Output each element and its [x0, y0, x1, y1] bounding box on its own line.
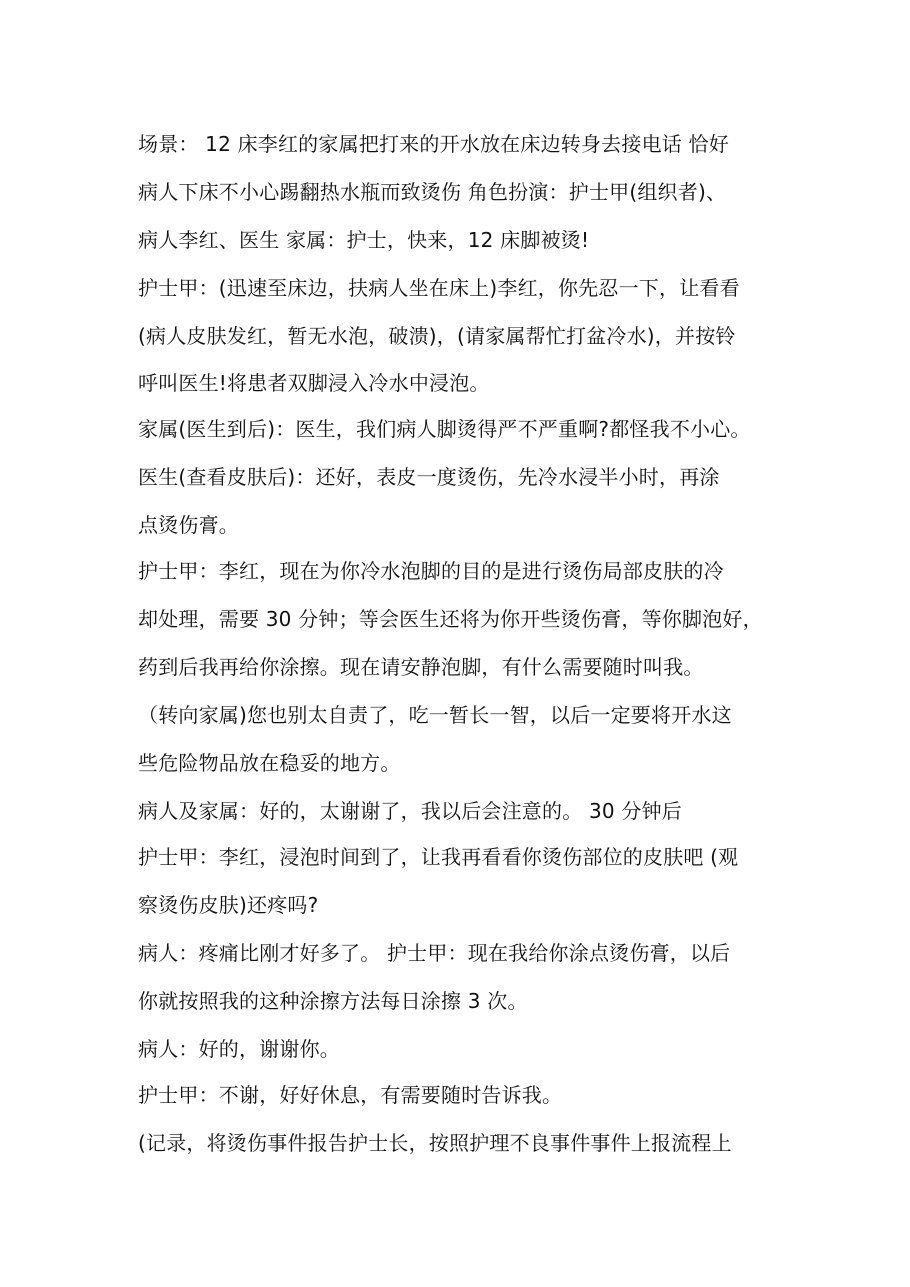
text-line: 你就按照我的这种涂擦方法每日涂擦 3 次。 [138, 989, 528, 1013]
text-line: 护士甲：不谢，好好休息，有需要随时告诉我。 [138, 1083, 563, 1107]
text-line: 病人李红、医生 家属：护士，快来，12 床脚被烫! [138, 228, 590, 252]
text-line: 些危险物品放在稳妥的地方。 [138, 751, 401, 775]
text-line: （转向家属)您也别太自责了，吃一暂长一智，以后一定要将开水这 [138, 703, 732, 727]
text-line: 呼叫医生!将患者双脚浸入冷水中浸泡。 [138, 371, 490, 395]
text-line: 护士甲：李红，浸泡时间到了，让我再看看你烫伤部位的皮肤吧 (观 [138, 845, 739, 869]
text-line: 病人下床不小心踢翻热水瓶而致烫伤 角色扮演：护士甲(组织者)、 [138, 180, 727, 204]
text-line: 医生(查看皮肤后)：还好，表皮一度烫伤，先冷水浸半小时，再涂 [138, 465, 720, 489]
text-line: 护士甲：(迅速至床边，扶病人坐在床上)李红，你先忍一下，让看看 [138, 276, 740, 300]
text-line: 却处理，需要 30 分钟；等会医生还将为你开些烫伤膏，等你脚泡好， [138, 607, 763, 631]
text-line: 药到后我再给你涂擦。现在请安静泡脚，有什么需要随时叫我。 [138, 655, 704, 679]
text-line: 察烫伤皮肤)还疼吗? [138, 893, 319, 917]
text-line: 家属(医生到后)：医生，我们病人脚烫得严不严重啊?都怪我不小心。 [138, 417, 751, 441]
text-line: (记录，将烫伤事件报告护士长，按照护理不良事件事件上报流程上 [138, 1131, 732, 1155]
text-line: 病人：好的，谢谢你。 [138, 1037, 340, 1061]
text-line: 病人及家属：好的，太谢谢了，我以后会注意的。 30 分钟后 [138, 799, 682, 823]
text-line: 点烫伤膏。 [138, 513, 239, 537]
text-line: (病人皮肤发红，暂无水泡，破溃)，(请家属帮忙打盆冷水)，并按铃 [138, 324, 736, 348]
text-line: 护士甲：李红，现在为你冷水泡脚的目的是进行烫伤局部皮肤的冷 [138, 559, 724, 583]
text-line: 病人：疼痛比刚才好多了。 护士甲：现在我给你涂点烫伤膏，以后 [138, 941, 731, 965]
text-line: 场景： 12 床李红的家属把打来的开水放在床边转身去接电话 恰好 [138, 132, 729, 156]
